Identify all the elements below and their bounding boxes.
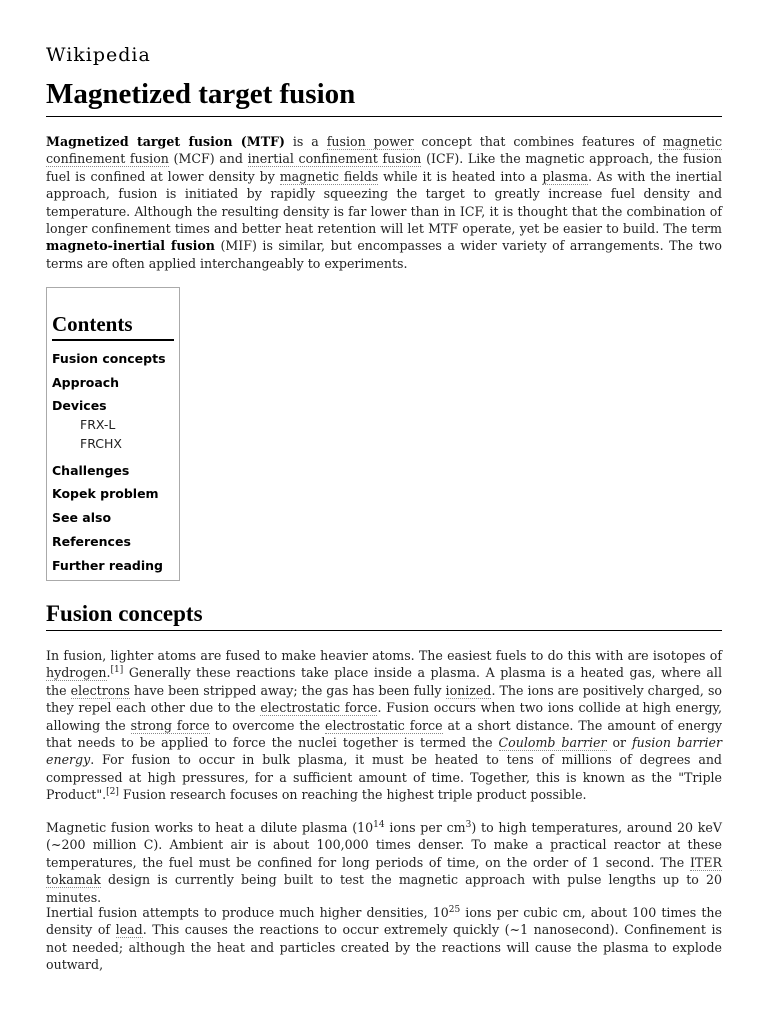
text: at a short distance. The amount of energy that needs to be applied to force the nuclei together is termed the [46,717,722,751]
toc-list [52,347,174,578]
link-hydrogen[interactable]: hydrogen [46,665,107,681]
link-electrostatic-force[interactable]: electrostatic force [325,717,443,733]
toc-item-challenges[interactable]: Challenges [52,462,130,478]
text: or [606,735,633,751]
link-inertial-confinement-fusion[interactable]: inertial confinement fusion [247,151,422,167]
text: ions per cubic cm, about 100 times the density of [46,905,722,938]
text: (ICF). Like the magnetic approach, the fusion fuel is confined at lower density by [46,151,722,184]
paragraph [46,904,722,974]
toc-item-approach[interactable]: Approach [52,374,120,390]
citation-1[interactable]: [1] [110,665,124,676]
toc-item-see-also[interactable]: See also [52,510,112,526]
paragraph [46,819,722,906]
text: have been stripped away; the gas has been fully [129,682,446,698]
toc-item-fusion-concepts[interactable]: Fusion concepts [52,351,166,366]
text: while it is heated into a [378,168,543,184]
text: . Fusion occurs when two ions collide at high energy, allowing the [46,700,722,733]
text: ions per cm [384,820,466,835]
citation-2[interactable]: [2] [106,787,119,798]
toc-item-kopek-problem[interactable]: Kopek problem [52,486,159,502]
link-electrons[interactable]: electrons [70,682,130,698]
link-plasma[interactable]: plasma [542,168,588,184]
text: (MCF) and [168,151,248,167]
text: . As with the inertial approach, fusion is initiated by rapidly squeezing the target to greatly increase fuel density and temperature. Although the resulting density is far lower than in ICF, it is thought that the combination of longer confinement times and better heat retention will let MTF operate, yet be easier to build. The term [46,168,722,237]
toc-subitem-frchx[interactable]: FRCHX [80,435,122,451]
text: . This causes the reactions to occur extremely quickly (~1 nanosecond). Confinement is not needed; although the heat and particles created by the reactions will cause the plasma to explode outward, [46,922,722,973]
link-lead[interactable]: lead [115,922,143,938]
text: In fusion, lighter atoms are fused to make heavier atoms. The easiest fuels to do this with are isotopes of [46,648,722,663]
italic-term: fusion barrier energy [46,735,723,768]
bold-term: magneto-inertial fusion [46,238,215,254]
toc-item-references[interactable]: References [52,533,131,549]
text: . For fusion to occur in bulk plasma, it must be heated to tens of millions of degrees and compressed at high pressures, for a sufficient amount of time. Together, this is known as the "Triple Product". [46,752,722,803]
link-iter-tokamak[interactable]: ITER tokamak [46,854,722,888]
text: concept that combines features of [413,134,663,149]
link-magnetic-confinement-fusion[interactable]: magnetic confinement fusion [46,134,722,167]
bold-term: Magnetized target fusion (MTF) [46,134,285,149]
toc-title: Contents [52,312,174,341]
text: Generally these reactions take place inside a plasma. A plasma is a heated gas, where all the [46,665,722,698]
link-ionized[interactable]: ionized [445,682,492,698]
table-of-contents [46,287,180,581]
link-coulomb-barrier[interactable]: Coulomb barrier [498,735,607,751]
lead-paragraph [46,133,722,272]
text: Fusion research focuses on reaching the highest triple product possible. [118,787,587,803]
page-title: Magnetized target fusion [46,76,722,117]
link-magnetic-fields[interactable]: magnetic fields [279,168,379,184]
text: to overcome the [209,717,325,733]
paragraph: In fusion, lighter atoms are fused to make heavier atoms. The easiest fuels to do this with are isotopes of hydrogen.[1] Generally these reactions take place inside a plasma. A plasma is a heated gas, where all the electrons have been stripped away; the gas has been fully ionized. The ions are positively charged, so they repel each other due to the electrostatic force. Fusion occurs when two ions collide at high energy, allowing the strong force to overcome the electrostatic force at a short distance. The amount of energy that needs to be applied to force the nuclei together is termed the Coulomb barrier or fusion barrier energy. For fusion to occur in bulk plasma, it must be heated to tens of millions of degrees and compressed at high pressures, for a sufficient amount of time. Together, this is known as the "Triple Product".[2] Fusion research focuses on reaching the highest triple product possible. [46,648,723,803]
toc-item-devices[interactable]: Devices [52,397,107,413]
text: design is currently being built to test the magnetic approach with pulse lengths up to 20 minutes. [46,872,722,905]
wikipedia-logo[interactable]: Wikipedia [46,44,151,66]
text: . The ions are positively charged, so they repel each other due to the [46,682,722,716]
text: ) to high temperatures, around 20 keV (~200 million C). Ambient air is about 100,000 times denser. To make a practical reactor at these temperatures, the fuel must be confined for long periods of time, on the order of 1 second. The [46,820,722,870]
superscript: 25 [448,905,461,915]
text: (MIF) is similar, but encompasses a wider variety of arrangements. The two terms are often applied interchangeably to experiments. [46,238,722,271]
text: Magnetic fusion works to heat a dilute plasma (10 [46,820,374,835]
superscript: 14 [373,820,385,830]
text: is a [284,134,327,149]
link-fusion-power[interactable]: fusion power [326,134,414,149]
toc-item-further-reading[interactable]: Further reading [52,557,164,573]
link-strong-force[interactable]: strong force [130,717,210,733]
superscript: 3 [465,820,472,830]
section-heading: Fusion concepts [46,600,722,631]
toc-subitem-frx-l[interactable]: FRX-L [80,416,116,432]
link-electrostatic-force[interactable]: electrostatic force [260,700,378,716]
text: Inertial fusion attempts to produce much higher densities, 10 [46,905,449,920]
